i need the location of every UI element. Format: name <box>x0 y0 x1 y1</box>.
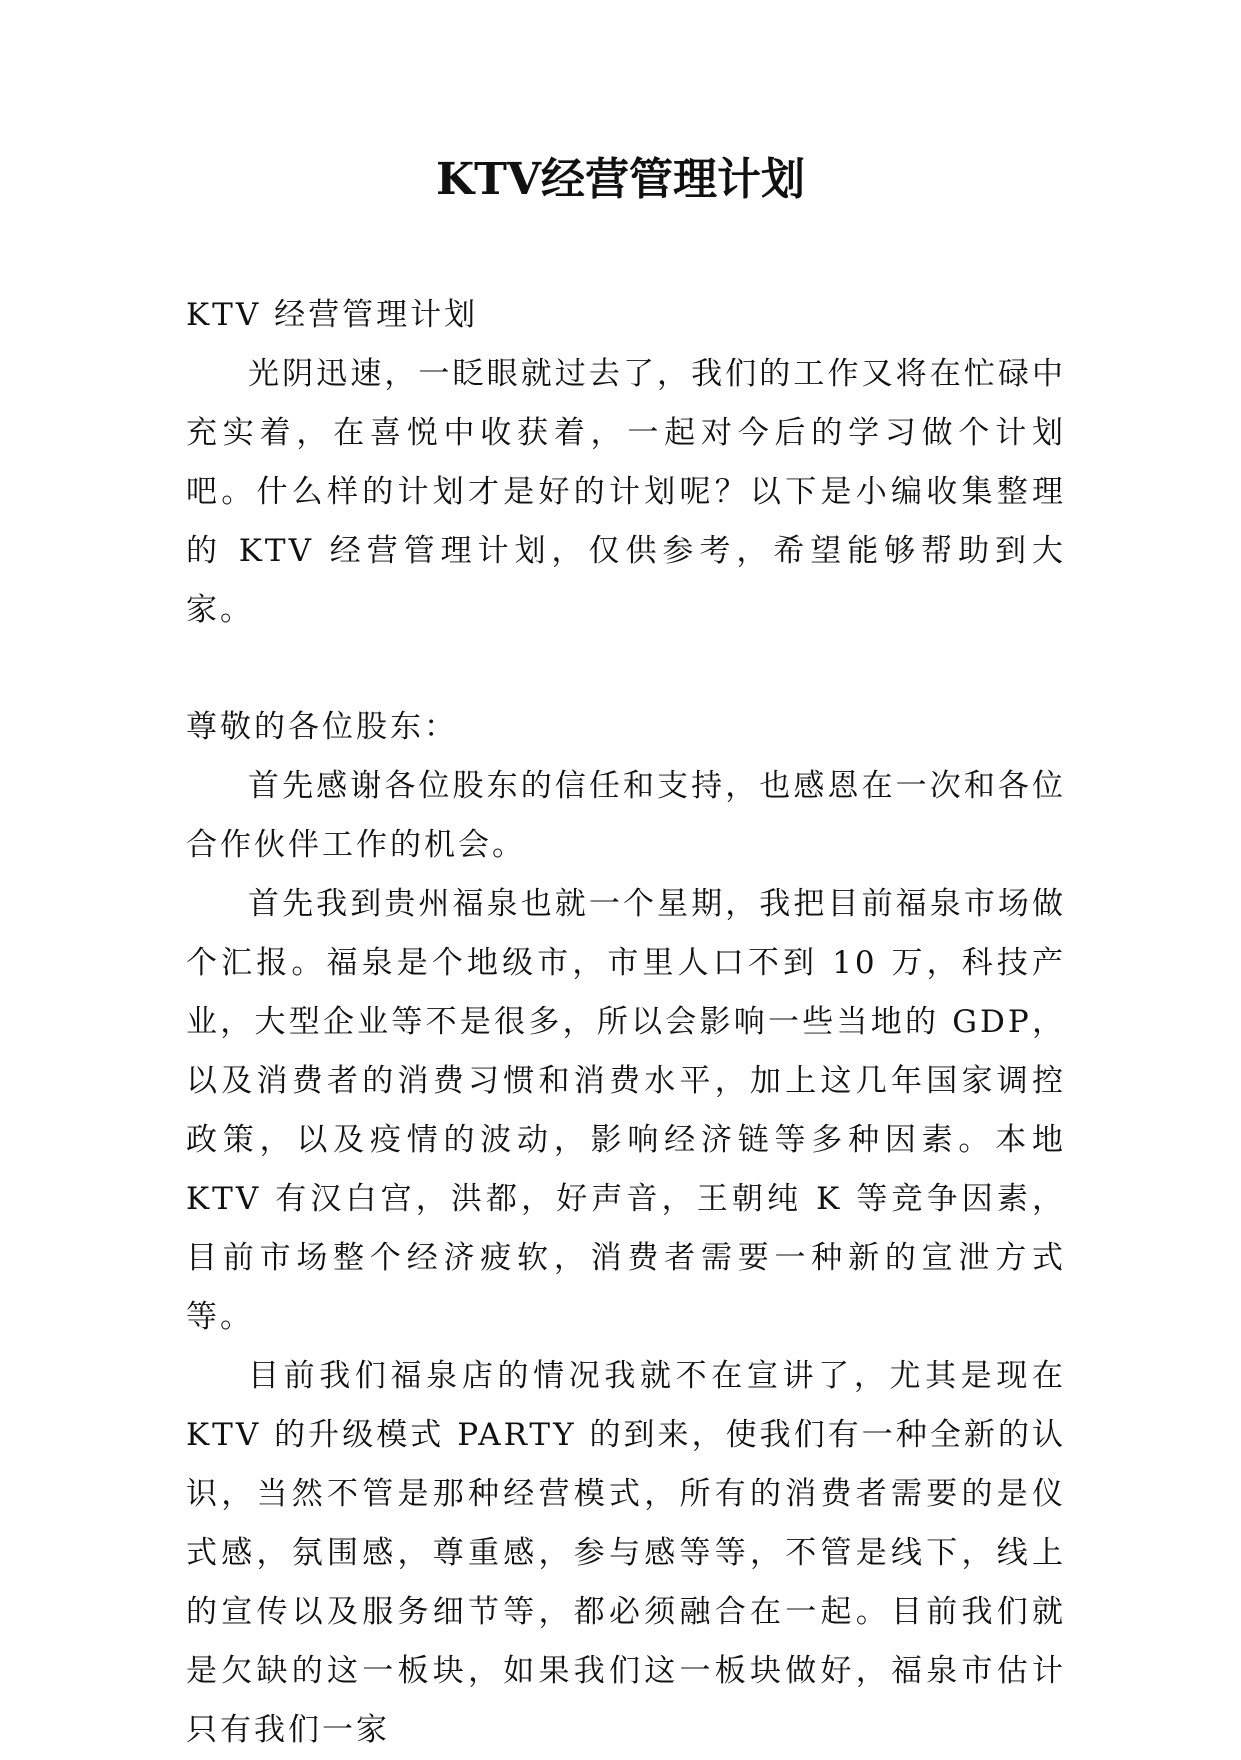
salutation: 尊敬的各位股东： <box>186 709 458 745</box>
body-paragraph-3: 目前我们福泉店的情况我就不在宣讲了，尤其是现在 KTV 的升级模式 PARTY 的到来，使我们有一种全新的认识，当然不管是那种经营模式，所有的消费者需要的是仪式感，氛围感，尊重感，参与感等等，不管是线下，线上的宣传以及服务细节等，都必须融合在一起。目前我们就是欠缺的这一板块，如果我们这一板块做好，福泉市估计只有我们一家 <box>186 1358 1066 1748</box>
body-paragraph-1: 首先感谢各位股东的信任和支持，也感恩在一次和各位合作伙伴工作的机会。 <box>186 768 1066 863</box>
document-subtitle: KTV 经营管理计划 <box>186 297 479 333</box>
document-title: KTV经营管理计划 <box>435 154 806 205</box>
body-paragraph-2: 首先我到贵州福泉也就一个星期，我把目前福泉市场做个汇报。福泉是个地级市，市里人口不到 10 万，科技产业，大型企业等不是很多，所以会影响一些当地的 GDP，以及消费者的消费习惯和消费水平，加上这几年国家调控政策，以及疫情的波动，影响经济链等多种因素。本地 KTV 有汉白宫，洪都，好声音，王朝纯 K 等竞争因素，目前市场整个经济疲软，消费者需要一种新的宣泄方式等。 <box>186 886 1066 1335</box>
intro-paragraph: 光阴迅速，一眨眼就过去了，我们的工作又将在忙碌中充实着，在喜悦中收获着，一起对今后的学习做个计划吧。什么样的计划才是好的计划呢？以下是小编收集整理的 KTV 经营管理计划，仅供参考，希望能够帮助到大家。 <box>186 356 1066 628</box>
document-body <box>186 286 1066 1760</box>
